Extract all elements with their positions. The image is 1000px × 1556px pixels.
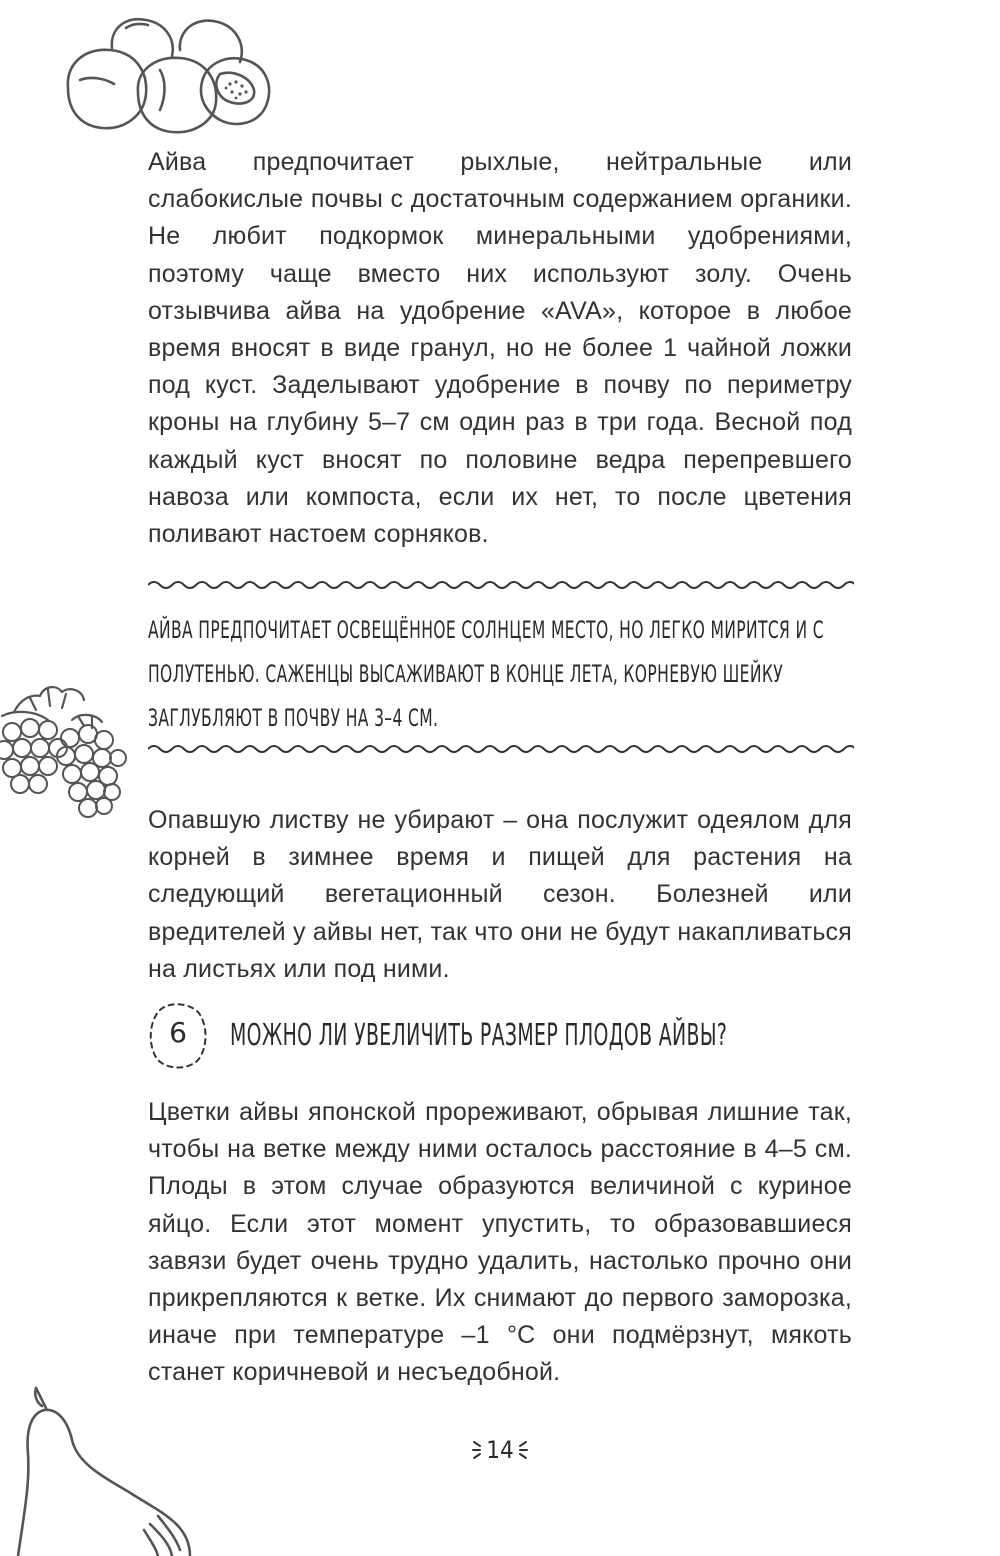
wavy-divider-top <box>148 578 854 592</box>
pear-illustration-icon <box>0 1384 200 1556</box>
page-number-wrapper <box>470 1432 530 1468</box>
paragraph-foliage: Опавшую листву не убирают – она послужит одеялом для корней в зимнее время и пищей для растения на следующий вегетационный сезон. Болезней или вредителей у айвы нет, так что они не будут накапливаться на листьях или под ними. <box>148 806 852 983</box>
paragraph-soil: Айва предпочитает рыхлые, нейтральные или слабокислые почвы с достаточным содержанием органики. Не любит подкормок минеральными удобрениями, поэтому чаще вместо них используют золу. Очень отзывчива айва на удобрение «AVA», которое в любое время вносят в виде гранул, но не более 1 чайной ложки под куст. Заделывают удобрение в почву по периметру кроны на глубину 5–7 см один раз в три года. Весной под каждый куст вносят по половине ведра перепревшего навоза или компоста, если их нет, то после цветения поливают настоем сорняков. <box>148 148 852 549</box>
apricots-illustration-icon <box>60 10 280 135</box>
question-title: МОЖНО ЛИ УВЕЛИЧИТЬ РАЗМЕР ПЛОДОВ АЙВЫ? <box>230 1018 728 1053</box>
wavy-divider-bottom <box>148 742 854 756</box>
paragraph-flowers: Цветки айвы японской прореживают, обрывая лишние так, чтобы на ветке между ними осталось расстояние в 4–5 см. Плоды в этом случае образуются величиной с куриное яйцо. Если этот момент упустить, то образовавшиеся завязи будет очень трудно удалить, настолько прочно они прикрепляются к ветке. Их снимают до первого заморозка, иначе при температуре –1 °С они подмёрзнут, мякоть станет коричневой и несъедобной. <box>148 1098 852 1387</box>
callout-text: АЙВА ПРЕДПОЧИТАЕТ ОСВЕЩЁННОЕ СОЛНЦЕМ МЕСТО, НО ЛЕГКО МИРИТСЯ И С ПОЛУТЕНЬЮ. САЖЕНЦЫ ВЫСАЖИВАЮТ В КОНЦЕ ЛЕТА, КОРНЕВУЮ ШЕЙКУ ЗАГЛУБЛЯЮТ В ПОЧВУ НА 3–4 СМ. <box>148 616 825 732</box>
question-number: 6 <box>169 1016 187 1049</box>
raspberry-illustration-icon <box>0 676 130 826</box>
page-number: 14 <box>486 1436 514 1464</box>
